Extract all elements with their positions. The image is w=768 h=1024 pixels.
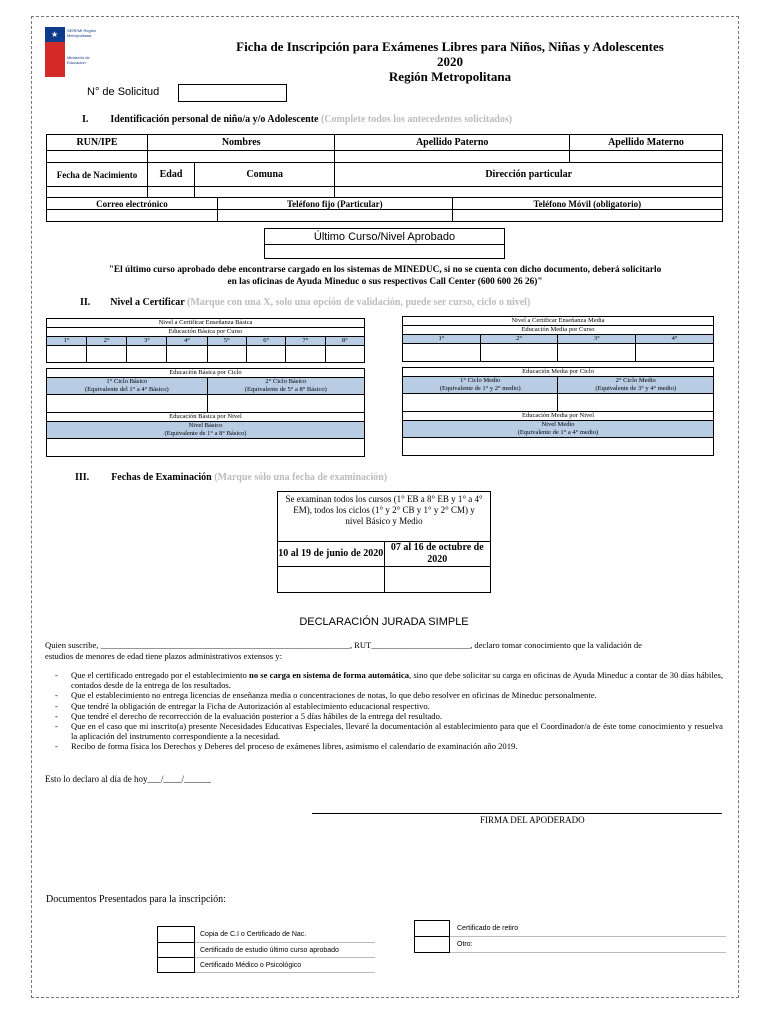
correo-input[interactable] xyxy=(47,210,218,222)
direccion-input[interactable] xyxy=(335,187,723,198)
documentos-title: Documentos Presentados para la inscripción: xyxy=(46,894,226,905)
doc-checkbox[interactable] xyxy=(415,921,450,937)
curso-checkbox[interactable] xyxy=(47,346,87,363)
curso-checkbox[interactable] xyxy=(403,344,481,362)
section-2-heading: II. Nivel a Certificar (Marque con una X, solo una opción de validación, puede ser curso, ciclo o nivel) xyxy=(80,297,531,308)
firma-label: FIRMA DEL APODERADO xyxy=(480,815,585,825)
media-table: Nivel a Certificar Enseñanza Media Educación Media por Curso 1° 2° 3° 4° Educación Media por Ciclo 1° Ciclo Medio (Equivalente de 1° y 2° medio) 2° Ciclo Medio (Equivalente de 3° y 4° medio) Educación Media por Nivel Nivel Medio (Equivalente de 1° a 4° medio) xyxy=(402,316,714,456)
curso-checkbox[interactable] xyxy=(207,346,246,363)
curso-checkbox[interactable] xyxy=(325,346,364,363)
list-item: - Que tendré el derecho de recorrección de la evaluación posterior a 5 días hábiles de la entrega del resultado. xyxy=(55,710,443,721)
basica-table: Nivel a Certificar Enseñanza Básica Educación Básica por Curso 1° 2° 3° 4° 5° 6° 7° 8° Educación Básica por Ciclo 1° Ciclo Básico (Equivalente del 1° a 4° Básico) 2° Ciclo Básico (Equivalente de 5° a 8° Básico) Educación Básica por Nivel Nivel Básico (Equivalente de 1° a 8° Básico) xyxy=(46,318,365,457)
ultimo-curso-input[interactable] xyxy=(265,245,505,259)
comuna-input[interactable] xyxy=(195,187,335,198)
ciclo-checkbox[interactable] xyxy=(403,394,558,412)
section-1-heading: I. Identificación personal de niño/a y/o Adolescente (Complete todos los antecedentes solicitados) xyxy=(82,114,513,125)
fechas-table: Se examinan todos los cursos (1° EB a 8° EB y 1° a 4° EM), todos los ciclos (1° y 2° CB y 1° y 2° CM) y nivel Básico y Medio 10 al 19 de junio de 2020 07 al 16 de octubre de 2020 xyxy=(277,491,491,593)
doc-checkbox[interactable] xyxy=(158,958,195,973)
ciclo-checkbox[interactable] xyxy=(207,395,364,413)
curso-checkbox[interactable] xyxy=(127,346,167,363)
curso-checkbox[interactable] xyxy=(558,344,636,362)
identification-table: RUN/IPE Nombres Apellido Paterno Apellido Materno Fecha de Nacimiento Edad Comuna Dirección particular Correo electrónico Teléfono fijo (Particular) Teléfono Móvil (obligatorio) xyxy=(46,134,723,222)
list-item: - Que en el caso que mi inscrito(a) presente Necesidades Educativas Especiales, llevaré la documentación al establecimiento para que el Coordinador/a de éste tome conocimiento y resuelva la aplicación del instrumento correspondiente a la necesidad. xyxy=(55,721,723,742)
fecha-1-checkbox[interactable] xyxy=(278,567,385,593)
doc-checkbox[interactable] xyxy=(158,943,195,958)
curso-checkbox[interactable] xyxy=(480,344,558,362)
run-input[interactable] xyxy=(47,151,148,163)
edad-input[interactable] xyxy=(148,187,195,198)
declaracion-title: DECLARACIÓN JURADA SIMPLE xyxy=(299,616,469,628)
doc-checkbox[interactable] xyxy=(158,927,195,943)
telefono-fijo-input[interactable] xyxy=(217,210,452,222)
list-item: - Que tendré la obligación de entregar la Ficha de Autorización al establecimiento educacional respectivo. xyxy=(55,700,430,711)
list-item: - Que el certificado entregado por el establecimiento no se carga en sistema de forma automática, sino que debe solicitar su carga en oficinas de Ayuda Mineduc a contar de 30 días hábiles, contados desde de la entrega de los resultados. xyxy=(55,670,724,691)
solicitud-input[interactable] xyxy=(178,84,287,102)
apellido-paterno-input[interactable] xyxy=(335,151,570,163)
fecha-declaracion: Esto lo declaro al día de hoy___/____/______ xyxy=(45,774,211,784)
curso-checkbox[interactable] xyxy=(167,346,207,363)
telefono-movil-input[interactable] xyxy=(452,210,722,222)
declaracion-intro: Quien suscribe, __________________________________________________________, RUT_______________________, declaro tomar conocimiento que la validación de estudios de menores de edad tiene plazos administrativos extensos y: xyxy=(45,640,642,661)
ciclo-checkbox[interactable] xyxy=(47,395,208,413)
fecha-2-checkbox[interactable] xyxy=(384,567,491,593)
documentos-right: Certificado de retiro Otro: xyxy=(414,920,726,953)
ciclo-checkbox[interactable] xyxy=(558,394,714,412)
curso-checkbox[interactable] xyxy=(246,346,285,363)
declaracion-list xyxy=(55,670,723,752)
firma-line[interactable] xyxy=(312,813,722,814)
list-item: - Recibo de forma física los Derechos y Deberes del proceso de exámenes libres, asimismo el calendario de examinación año 2019. xyxy=(55,741,518,752)
list-item: - Que el establecimiento no entrega licencias de enseñanza media o concentraciones de notas, lo que debo resolver en oficinas de Mineduc personalmente. xyxy=(55,690,597,701)
mineduc-note: "El último curso aprobado debe encontrarse cargado en los sistemas de MINEDUC, si no se cuenta con dicho documento, deberá solicitarlo en las oficinas de Ayuda Mineduc o sus respectivos Call Center (600 600 26 26)" xyxy=(108,265,662,287)
nivel-checkbox[interactable] xyxy=(403,438,714,456)
solicitud-label: N° de Solicitud xyxy=(87,86,160,98)
ultimo-curso-table: Último Curso/Nivel Aprobado xyxy=(264,228,505,259)
seremi-logo: ★ SEREMI Región Metropolitana Ministerio de Educación xyxy=(45,27,107,77)
curso-checkbox[interactable] xyxy=(87,346,127,363)
fecha-nac-input[interactable] xyxy=(47,187,148,198)
nivel-checkbox[interactable] xyxy=(47,439,365,457)
doc-checkbox[interactable] xyxy=(415,937,450,953)
documentos-left: Copia de C.I o Certificado de Nac. Certificado de estudio último curso aprobado Certificado Médico o Psicológico xyxy=(157,926,375,973)
apellido-materno-input[interactable] xyxy=(570,151,723,163)
curso-checkbox[interactable] xyxy=(636,344,714,362)
form-title: Ficha de Inscripción para Exámenes Libres para Niños, Niñas y Adolescentes 2020 Región Metropolitana xyxy=(236,39,664,84)
nombres-input[interactable] xyxy=(148,151,335,163)
section-3-heading: III. Fechas de Examinación (Marque sólo una fecha de examinación) xyxy=(75,472,388,483)
curso-checkbox[interactable] xyxy=(286,346,325,363)
